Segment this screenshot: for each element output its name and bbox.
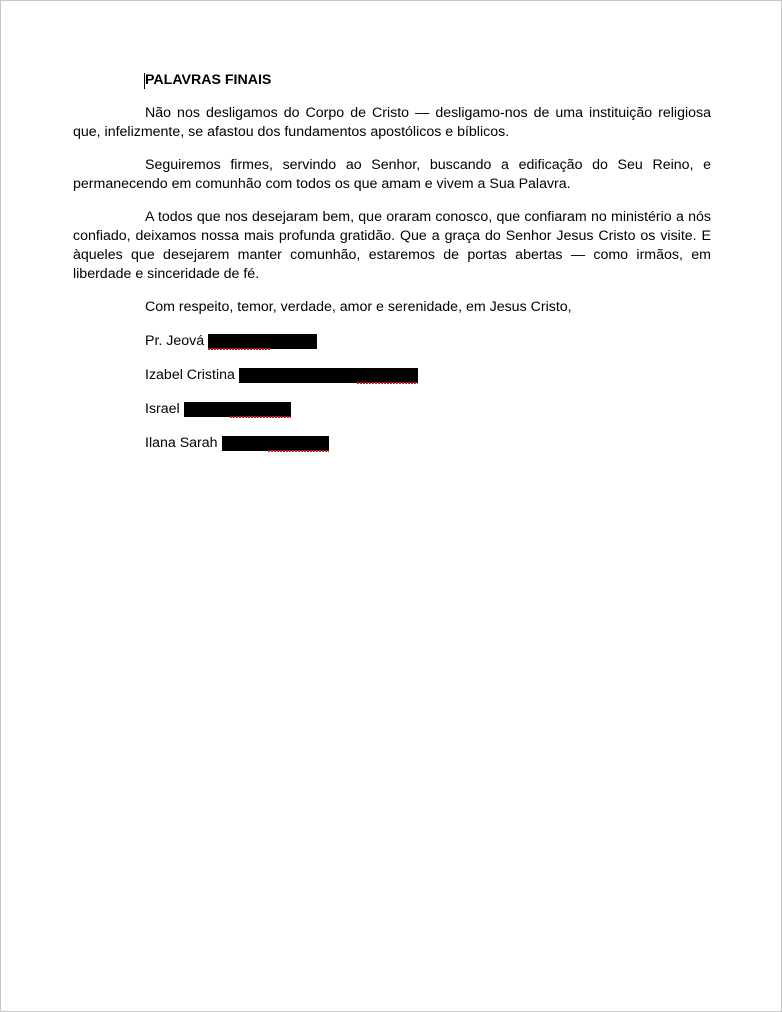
- signatory-name: Ilana Sarah: [145, 435, 218, 451]
- paragraph-1: Não nos desligamos do Corpo de Cristo — desligamo-nos de uma instituição religiosa que, infelizmente, se afastou dos fundamentos apostólicos e bíblicos.: [73, 105, 711, 140]
- spellcheck-underline: [208, 348, 270, 350]
- paragraph-2: Seguiremos firmes, servindo ao Senhor, buscando a edificação do Seu Reino, e permanecendo em comunhão com todos os que amam e vivem a Sua Palavra.: [73, 157, 711, 192]
- spellcheck-underline: [268, 450, 329, 452]
- document-heading: [73, 71, 711, 90]
- redaction-block: [208, 334, 317, 349]
- redaction-block: [239, 368, 418, 383]
- spellcheck-underline: [230, 416, 291, 418]
- redaction-block: [184, 402, 291, 417]
- signatory-name: Izabel Cristina: [145, 367, 235, 383]
- redaction-block: [222, 436, 329, 451]
- signatory-line: [73, 366, 711, 385]
- text-cursor: [144, 73, 145, 89]
- signatory-line: [73, 332, 711, 351]
- spellcheck-underline: [357, 382, 418, 384]
- paragraph-3: A todos que nos desejaram bem, que oraram conosco, que confiaram no ministério a nós confiado, deixamos nossa mais profunda gratidão. Que a graça do Senhor Jesus Cristo os visite. E àqueles que desejarem manter comunhão, estaremos de portas abertas — como irmãos, em liberdade e sinceridade de fé.: [73, 209, 711, 282]
- signatory-line: [73, 434, 711, 453]
- signatory-name: Pr. Jeová: [145, 333, 205, 349]
- closing-line: Com respeito, temor, verdade, amor e serenidade, em Jesus Cristo,: [145, 299, 572, 315]
- heading-text: PALAVRAS FINAIS: [145, 72, 272, 88]
- signatory-name: Israel: [145, 401, 180, 417]
- document-body[interactable]: [73, 71, 711, 468]
- signatory-line: [73, 400, 711, 419]
